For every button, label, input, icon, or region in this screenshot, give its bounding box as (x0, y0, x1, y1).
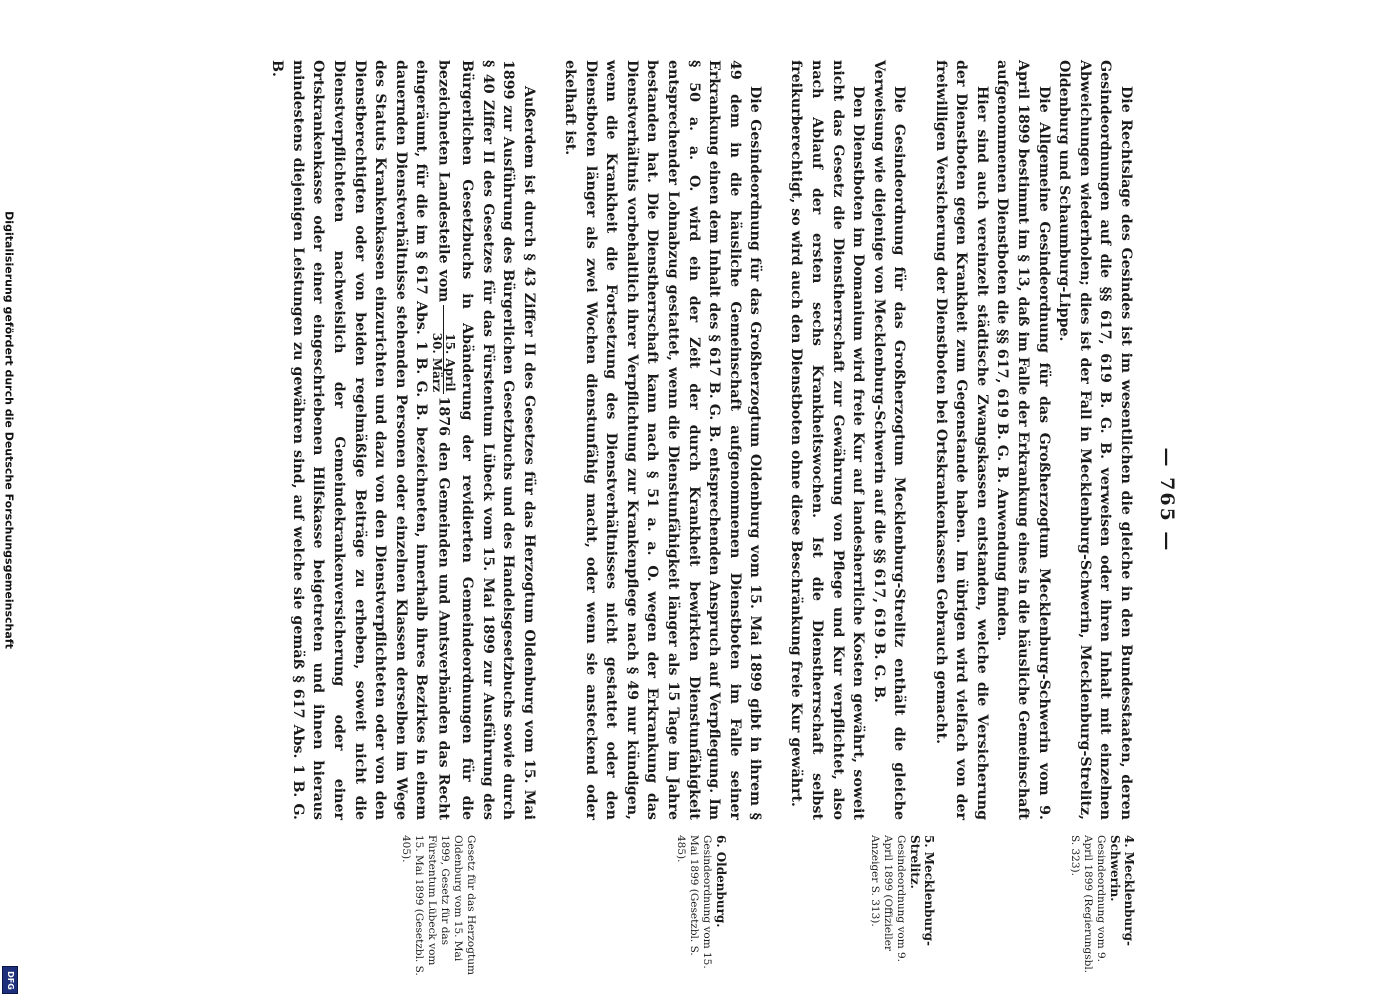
digitization-strip (0, 0, 18, 1000)
paragraph-1: Die Rechtslage des Gesindes ist im wesentlichen die gleiche in den Bundesstaaten, deren Gesindeordnungen auf die §§ 617, 619 B. G. B. verweisen oder ihren Inhalt mit einzelnen Abweichungen wiederholen; dies ist der Fall in Mecklenburg-Schwerin, Mecklenburg-Strelitz, Oldenburg und Schaumburg-Lippe. (1056, 60, 1134, 820)
margin-note-7 (399, 835, 478, 985)
paragraph-gap (909, 60, 930, 820)
paragraph-gap (539, 60, 560, 820)
margin-note-7-body: Gesetz für das Herzogtum Oldenburg vom 15. Mai 1899, Gesetz für das Fürstentum Lübeck vom 15. Mai 1899 (Gesetzbl. S. 405). (400, 835, 477, 976)
paragraph-7-part-a: Außerdem ist durch § 43 Ziffer II des Gesetzes für das Herzogtum Oldenburg vom 15. Mai 1899 zur Ausführung des Bürgerlichen Gesetzbuchs und des Handelsgesetzbuchs sowie durch § 40 Ziffer II des Gesetzes für das Fürstentum Lübeck vom 15. Mai 1899 zur Ausführung des Bürgerlichen Gesetzbuchs in Abänderung der revidierten Gemeindeordnungen für die bezeichneten Landesteile vom (435, 60, 537, 820)
digitization-credit: Digitalisierung gefördert durch die Deutsche Forschungsgemeinschaft (2, 211, 16, 649)
margin-note-6-heading: 6. Oldenburg. (714, 835, 728, 928)
paragraph-5: Den Dienstboten im Domanium wird freie Kur auf landesherrliche Kosten gewährt, soweit nicht das Gesetz die Dienstherrschaft zur Gewährung von Pflege und Kur verpflichtet, also nach Ablauf der ersten sechs Krankheitswochen. Ist die Dienstherrschaft selbst freikurberechtigt, so wird auch den Dienstboten ohne diese Beschränkung freie Kur gewährt. (788, 60, 867, 820)
paragraph-3: Hier sind auch vereinzelt städtische Zwangskassen entstanden, welche die Versicherung der Dienstboten gegen Krankheit zum Gegenstande haben. Im übrigen wird vielfach von der freiwilligen Versicherung der Dienstboten bei Ortskrankenkassen Gebrauch gemacht. (932, 60, 990, 820)
rotated-page (20, 0, 1200, 1000)
margin-note-5 (868, 835, 936, 985)
fraction-top: 15. April (443, 305, 456, 393)
margin-note-4-body: Gesindeordnung vom 9. April 1899 (Regierungsbl. S. 323). (1069, 835, 1107, 974)
dfg-logo-text: DFG (5, 970, 15, 990)
paragraph-4: Die Gesindeordnung für das Großherzogtum Mecklenburg-Strelitz enthält die gleiche Verweisung wie diejenige von Mecklenburg-Schwerin auf die §§ 617, 619 B. G. B. (870, 60, 908, 820)
dfg-logo (2, 966, 18, 994)
fraction-year: 1876 (435, 396, 452, 437)
paragraph-gap (765, 60, 786, 820)
paragraph-6: Die Gesindeordnung für das Großherzogtum Oldenburg vom 15. Mai 1899 gibt in ihrem § 49 dem in die häusliche Gemeinschaft aufgenommenen Dienstboten im Falle seiner Erkrankung einen dem Inhalt des § 617 B. G. B. entsprechenden Anspruch auf Verpflegung. Im § 50 a. a. O. wird ein der Zeit der durch Krankheit bewirkten Dienstunfähigkeit entsprechender Lohnabzug gestattet, wenn die Dienstunfähigkeit länger als 15 Tage im Jahre bestanden hat. Die Dienstherrschaft kann nach § 51 a. a. O. wegen der Erkrankung das Dienstverhältnis vorbehaltlich ihrer Verpflichtung zur Krankenpflege nach § 49 nur kündigen, wenn die Krankheit die Fortsetzung des Dienstverhältnisses nicht gestattet oder den Dienstboten länger als zwei Wochen dienstunfähig macht, oder wenn sie ansteckend oder ekelhaft ist. (561, 60, 764, 820)
page-content (20, 0, 1200, 1000)
paragraph-7 (267, 60, 539, 820)
fraction-bottom: 30. März (430, 332, 445, 393)
page-number: — 765 — (1156, 447, 1178, 553)
date-fraction (431, 305, 456, 393)
margin-note-4 (1068, 835, 1136, 985)
paragraph-7-part-b: den Gemeinden und Amtsverbänden das Recht eingeräumt, für die im § 617 Abs. 1 B. G. B. bezeichneten, innerhalb ihres Bezirkes in einem dauernden Dienstverhältnisse stehenden Personen oder einzelnen Klassen derselben im Wege des Statuts Krankenkassen einzurichten und dazu von den Dienstverpflichteten oder von den Dienstberechtigten oder von beiden regelmäßige Beiträge zu erheben, soweit nicht die Dienstverpflichteten nachweislich der Gemeindekrankenversicherung oder einer Ortskrankenkasse oder einer eingeschriebenen Hilfskasse beigetreten und ihnen hieraus mindestens diejenigen Leistungen zu gewähren sind, auf welche sie gemäß § 617 Abs. 1 B. G. B. (269, 60, 452, 820)
margin-note-6-body: Gesindeordnung vom 15. Mai 1899 (Gesetzbl. S. 485). (675, 835, 713, 969)
margin-note-5-heading: 5. Mecklenburg-Strelitz. (908, 835, 936, 946)
paragraph-2: Die Allgemeine Gesindeordnung für das Großherzogtum Mecklenburg-Schwerin vom 9. April 1899 bestimmt im § 13, daß im Falle der Erkrankung eines in die häusliche Gemeinschaft aufgenommenen Dienstboten die §§ 617, 619 B. G. B. Anwendung finden. (994, 60, 1052, 820)
main-text-column (267, 60, 1136, 820)
margin-note-4-heading: 4. Mecklenburg-Schwerin. (1108, 835, 1136, 946)
margin-note-5-body: Gesindeordnung vom 9. April 1899 (Offizieller Anzeiger S. 313). (869, 835, 907, 963)
margin-note-6 (674, 835, 728, 985)
